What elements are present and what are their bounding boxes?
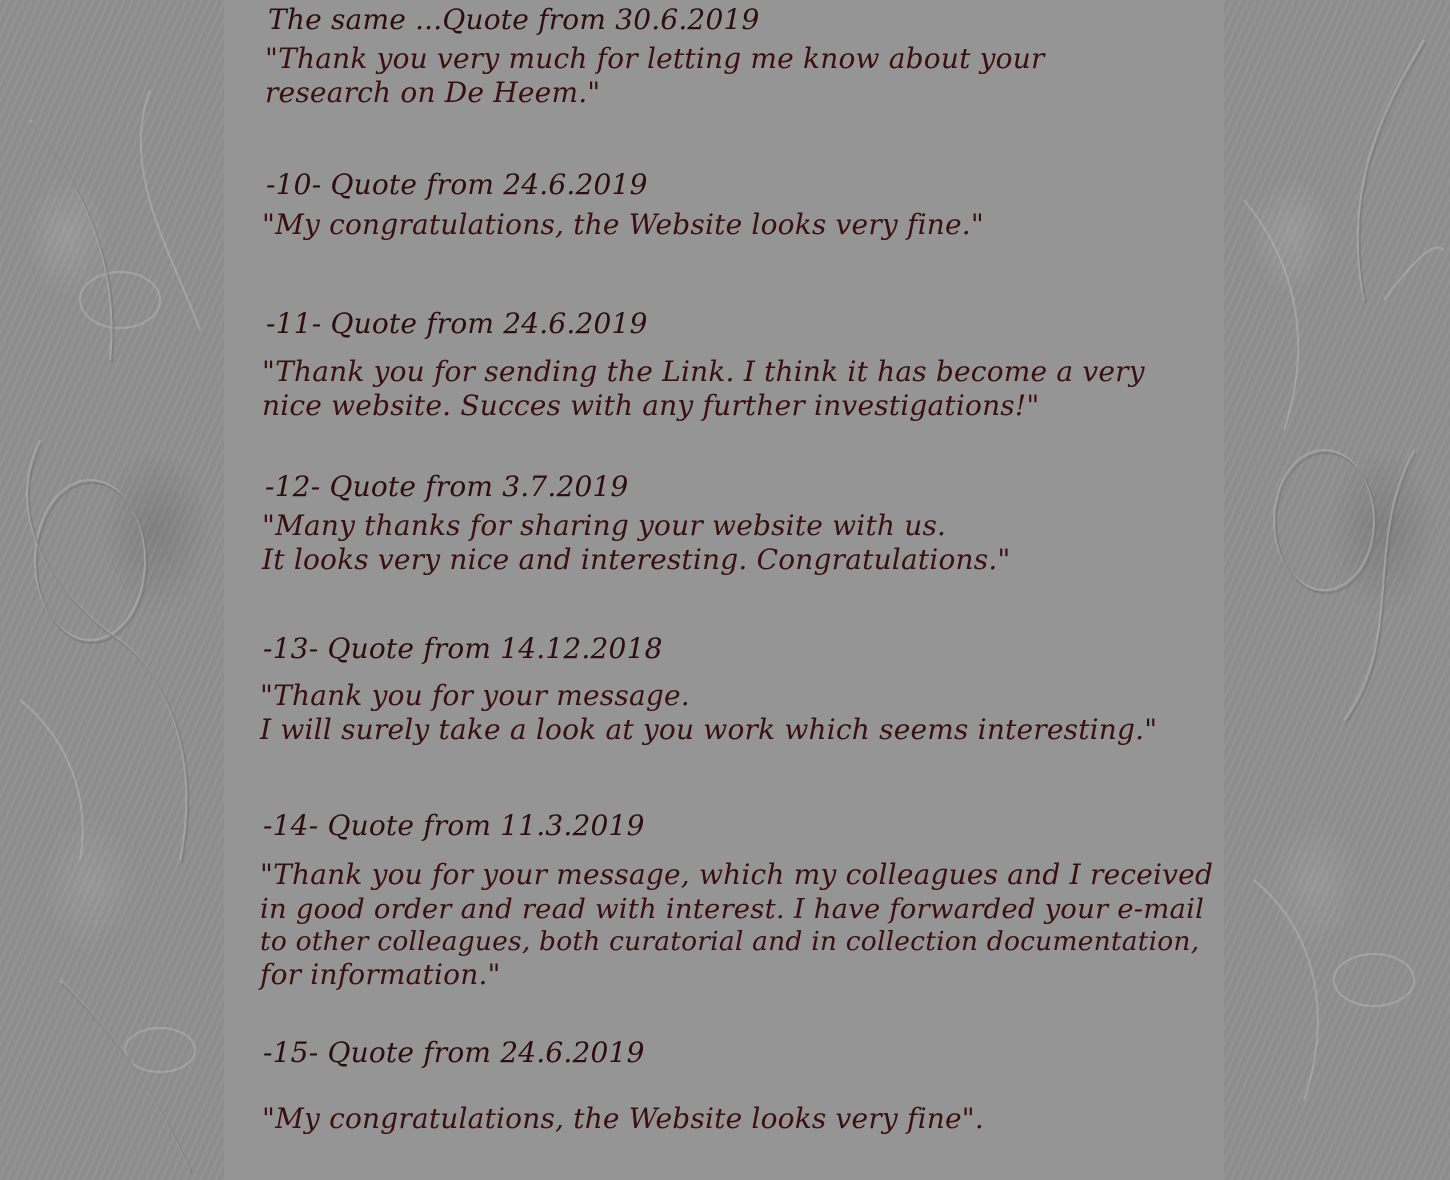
quote-heading-10: -10- Quote from 24.6.2019 <box>266 168 648 201</box>
quote-text-line: I will surely take a look at you work which seems interesting." <box>260 713 1158 746</box>
quote-text-line: "Thank you for your message. <box>260 679 690 712</box>
quote-text-line: "My congratulations, the Website looks very fine." <box>262 208 984 241</box>
floral-emboss-icon <box>0 0 224 1180</box>
quote-text-line: It looks very nice and interesting. Congratulations." <box>262 543 1011 576</box>
quote-text-line: in good order and read with interest. I have forwarded your e-mail <box>260 893 1205 925</box>
quote-text-line: "My congratulations, the Website looks very fine". <box>262 1102 984 1135</box>
quote-text-line: nice website. Succes with any further investigations!" <box>262 389 1040 422</box>
quote-text-line: "Thank you for your message, which my colleagues and I received <box>260 858 1214 891</box>
quote-heading-15: -15- Quote from 24.6.2019 <box>263 1036 645 1069</box>
quote-heading-11: -11- Quote from 24.6.2019 <box>266 307 648 340</box>
quote-text-line: "Thank you for sending the Link. I think it has become a very <box>262 355 1145 388</box>
intro-quote-line: "Thank you very much for letting me know about your <box>265 42 1045 75</box>
quote-text-line: "Many thanks for sharing your website with us. <box>262 509 947 542</box>
floral-emboss-icon <box>1224 0 1450 1180</box>
intro-quote-line: research on De Heem." <box>265 76 601 109</box>
quote-heading-13: -13- Quote from 14.12.2018 <box>263 632 663 665</box>
right-decorative-panel <box>1224 0 1450 1180</box>
quote-text-line: for information." <box>260 958 501 991</box>
quote-text-line: to other colleagues, both curatorial and in collection documentation, <box>260 926 1200 957</box>
intro-heading: The same ...Quote from 30.6.2019 <box>268 3 760 36</box>
left-decorative-panel <box>0 0 224 1180</box>
quote-heading-14: -14- Quote from 11.3.2019 <box>263 809 645 842</box>
quote-heading-12: -12- Quote from 3.7.2019 <box>265 470 629 503</box>
